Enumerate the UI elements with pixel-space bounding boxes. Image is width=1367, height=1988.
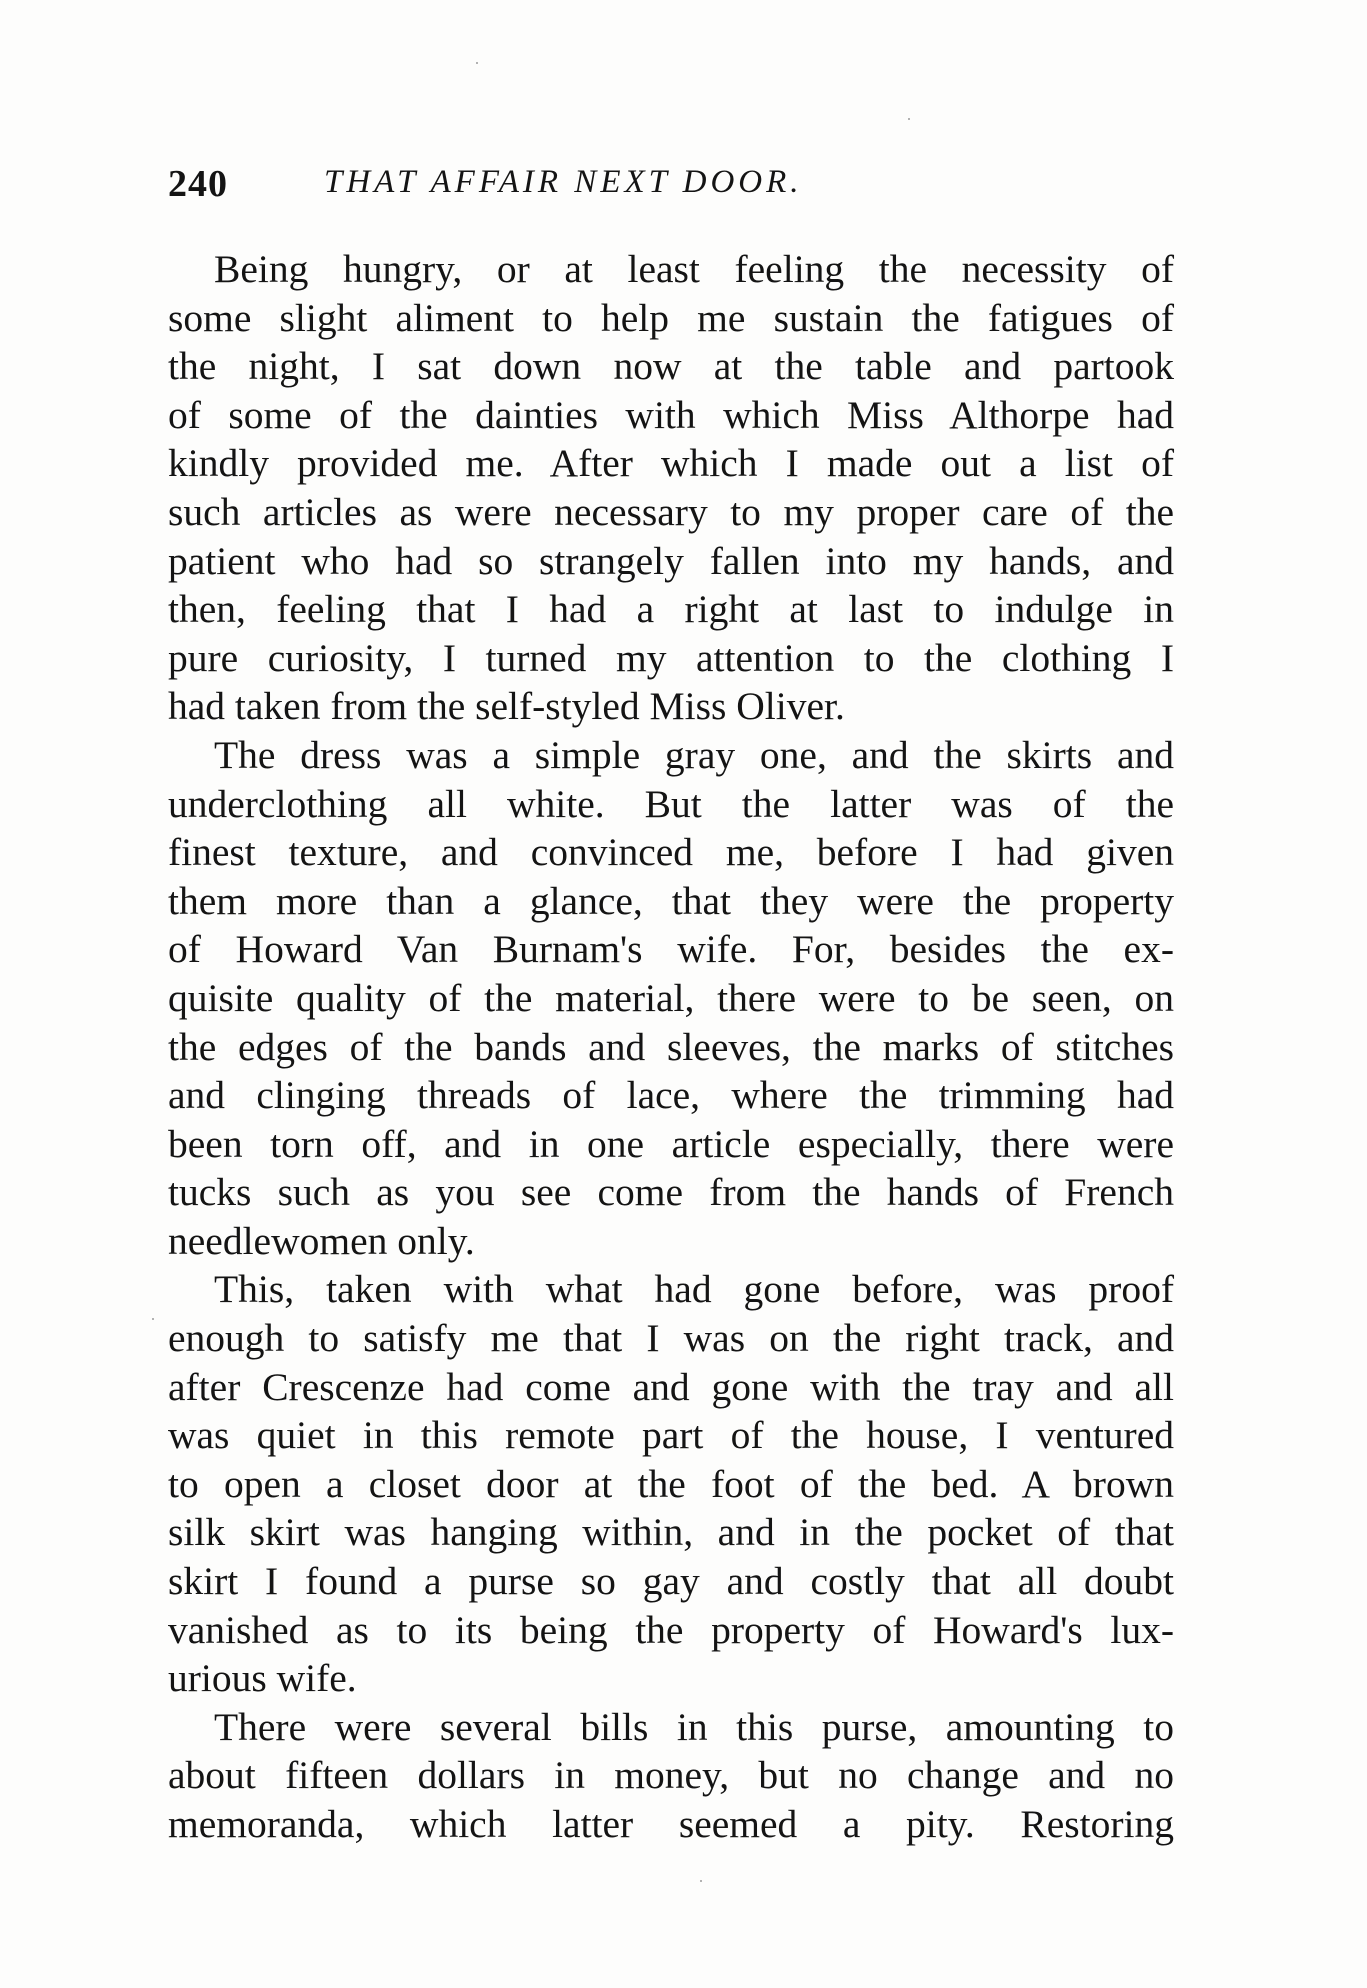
text-line: quisite quality of the material, there were to be seen, on: [168, 975, 1174, 1020]
text-line: The dress was a simple gray one, and the skirts and: [214, 732, 1174, 777]
text-line: some slight aliment to help me sustain the fatigues of: [168, 295, 1174, 340]
text-line: after Crescenze had come and gone with the tray and all: [168, 1364, 1174, 1409]
text-line: vanished as to its being the property of Howard's lux-: [168, 1607, 1174, 1652]
text-line: of some of the dainties with which Miss Althorpe had: [168, 392, 1174, 437]
text-line: them more than a glance, that they were the property: [168, 878, 1174, 923]
text-line: had taken from the self-styled Miss Oliver.: [168, 684, 845, 729]
text-line: skirt I found a purse so gay and costly that all doubt: [168, 1559, 1174, 1604]
paragraph-1: [168, 245, 1174, 731]
paper-speck: [476, 62, 478, 64]
paper-speck: [908, 118, 910, 120]
text-line: memoranda, which latter seemed a pity. Restoring: [168, 1802, 1174, 1846]
text-line: the night, I sat down now at the table and partook: [168, 344, 1174, 389]
page-number: 240: [168, 163, 228, 205]
paragraph-2: [168, 731, 1174, 1266]
running-title: THAT AFFAIR NEXT DOOR.: [324, 164, 803, 200]
text-line: finest texture, and convinced me, before I had given: [168, 830, 1174, 875]
paragraph-4: [168, 1703, 1174, 1849]
text-line: tucks such as you see come from the hands of French: [168, 1170, 1174, 1215]
text-line: been torn off, and in one article especially, there were: [168, 1121, 1174, 1166]
text-line: needlewomen only.: [168, 1218, 475, 1263]
text-line: of Howard Van Burnam's wife. For, besides the ex-: [168, 927, 1174, 972]
body-text: [168, 245, 1174, 1849]
text-line: such articles as were necessary to my proper care of the: [168, 489, 1174, 534]
paper-speck: [152, 1318, 154, 1320]
page-header: [168, 162, 1172, 222]
text-line: There were several bills in this purse, amounting to: [214, 1704, 1174, 1749]
text-line: underclothing all white. But the latter was of the: [168, 781, 1174, 826]
text-line: about fifteen dollars in money, but no change and no: [168, 1753, 1174, 1798]
text-line: was quiet in this remote part of the house, I ventured: [168, 1413, 1174, 1458]
text-line: then, feeling that I had a right at last to indulge in: [168, 587, 1174, 632]
paper-speck: [700, 1880, 702, 1882]
text-line: and clinging threads of lace, where the trimming had: [168, 1073, 1174, 1118]
text-line: urious wife.: [168, 1656, 357, 1701]
text-line: silk skirt was hanging within, and in the pocket of that: [168, 1510, 1174, 1555]
text-line: Being hungry, or at least feeling the necessity of: [214, 247, 1174, 291]
paragraph-3: [168, 1265, 1174, 1702]
text-line: pure curiosity, I turned my attention to the clothing I: [168, 635, 1174, 680]
text-line: the edges of the bands and sleeves, the marks of stitches: [168, 1024, 1174, 1069]
text-line: enough to satisfy me that I was on the right track, and: [168, 1316, 1174, 1361]
text-line: to open a closet door at the foot of the bed. A brown: [168, 1461, 1174, 1506]
text-line: This, taken with what had gone before, was proof: [214, 1267, 1174, 1312]
text-line: kindly provided me. After which I made out a list of: [168, 441, 1174, 486]
text-line: patient who had so strangely fallen into my hands, and: [168, 538, 1174, 583]
